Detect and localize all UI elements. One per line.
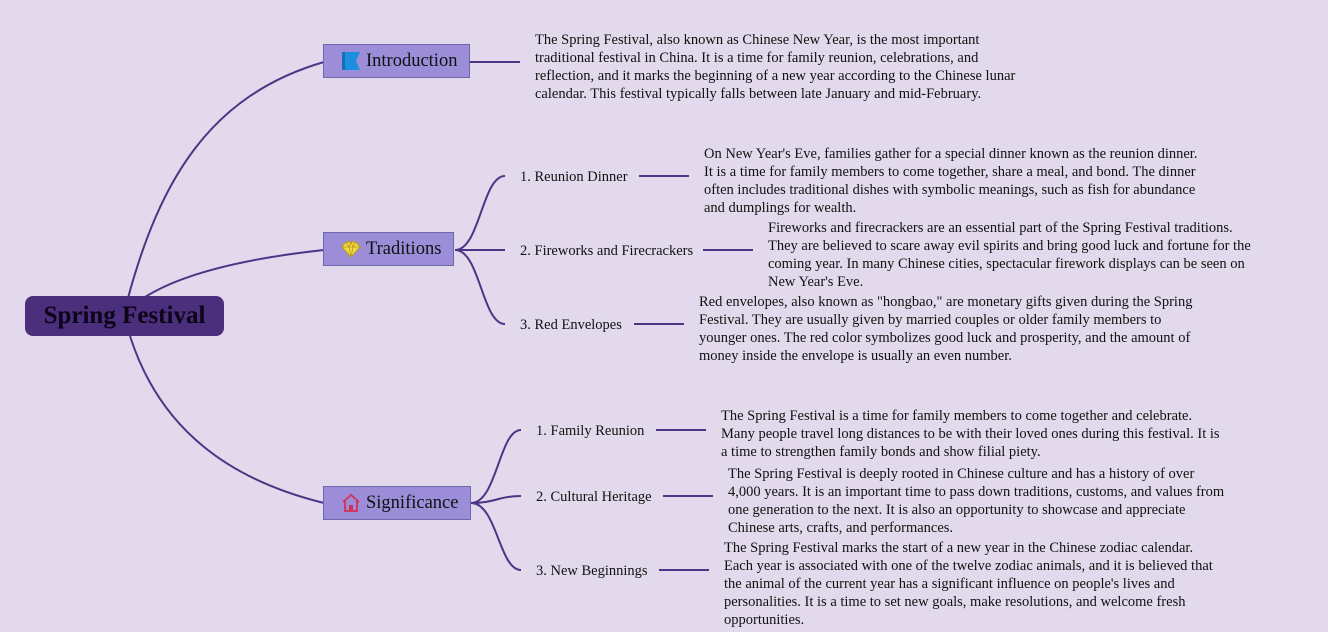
topic-introduction[interactable] [323, 44, 470, 78]
introduction-text: The Spring Festival, also known as Chinese New Year, is the most important traditional festival in China. It is a time for family reunion, celebrations, and reflection, and it marks the beginning of a new year according to the Chinese lunar calendar. This festival typically falls between late January and mid-February. [535, 32, 1016, 102]
link-traditions-reunion [455, 176, 505, 250]
subtopic-cultural-heritage[interactable]: 2. Cultural Heritage [536, 489, 652, 505]
subtopic-new-beginnings[interactable]: 3. New Beginnings [536, 563, 648, 579]
link-root-introduction [128, 62, 324, 298]
family-reunion-text: The Spring Festival is a time for family members to come together and celebrate. Many people travel long distances to be with their loved ones during this festival. It is a time to strengthen family bonds and show filial piety. [721, 408, 1220, 460]
cultural-heritage-text: The Spring Festival is deeply rooted in Chinese culture and has a history of over 4,000 years. It is an important time to pass down traditions, customs, and values from one generation to the next. It is also an opportunity to showcase and appreciate Chinese arts, crafts, and performances. [728, 466, 1225, 536]
link-traditions-envelopes [455, 250, 505, 324]
topic-label: Introduction [366, 50, 458, 71]
link-significance-family [471, 430, 521, 503]
subtopic-family-reunion[interactable]: 1. Family Reunion [536, 423, 645, 439]
link-root-traditions [145, 250, 324, 297]
topic-traditions[interactable] [323, 232, 454, 266]
reunion-dinner-text: On New Year's Eve, families gather for a special dinner known as the reunion dinner. It is a time for family members to come together, share a meal, and bond. The dinner often includes traditional dishes with symbolic meanings, such as fish for abundance and dumplings for wealth. [704, 146, 1198, 216]
house-icon [341, 493, 361, 513]
central-topic[interactable]: Spring Festival [25, 296, 224, 336]
subtopic-reunion-dinner[interactable]: 1. Reunion Dinner [520, 169, 628, 185]
subtopic-fireworks[interactable]: 2. Fireworks and Firecrackers [520, 243, 694, 259]
topic-label: Traditions [366, 238, 442, 259]
blue-flag-icon [341, 51, 361, 71]
topic-significance[interactable] [323, 486, 471, 520]
diamond-icon [341, 239, 361, 259]
topic-label: Significance [366, 492, 459, 513]
red-envelopes-text: Red envelopes, also known as "hongbao," are monetary gifts given during the Spring Festival. They are usually given by married couples or older family members to younger ones. The red color symbolizes good luck and prosperity, and the amount of money inside the envelope is usually an even number. [699, 294, 1193, 364]
link-significance-beginnings [471, 503, 521, 570]
subtopic-red-envelopes[interactable]: 3. Red Envelopes [520, 317, 622, 333]
new-beginnings-text: The Spring Festival marks the start of a new year in the Chinese zodiac calendar. Each year is associated with one of the twelve zodiac animals, and it is believed that the animal of the current year has a significant influence on people's lives and personalities. It is a time to set new goals, make resolutions, and welcome fresh opportunities. [724, 540, 1213, 628]
link-root-significance [130, 336, 324, 503]
fireworks-text: Fireworks and firecrackers are an essential part of the Spring Festival traditions. They are believed to scare away evil spirits and bring good luck and fortune for the coming year. In many Chinese cities, spectacular firework displays can be seen on New Year's Eve. [768, 220, 1251, 290]
